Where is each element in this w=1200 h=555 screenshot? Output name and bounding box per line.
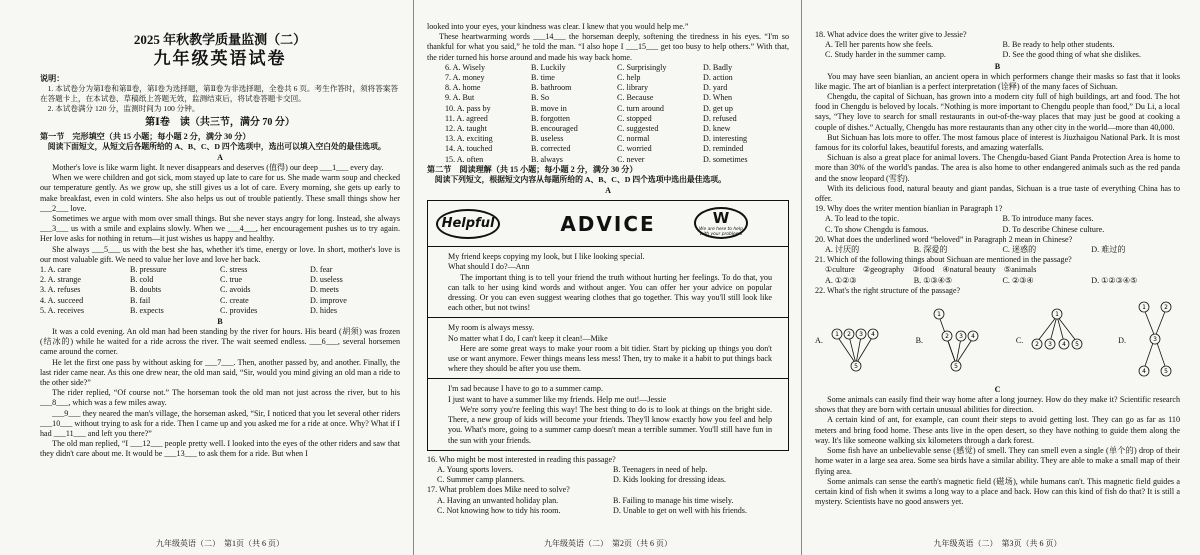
option: 6. A. Wisely <box>445 62 485 72</box>
letter-line: My friend keeps copying my look, but I like looking special. <box>448 252 645 262</box>
advice-title: ADVICE <box>560 211 656 236</box>
option: B. always <box>531 154 563 164</box>
option: 8. A. home <box>445 83 481 93</box>
node-label: 3 <box>1048 341 1053 349</box>
question-stem: 17. What problem does Mike need to solve? <box>427 485 570 495</box>
notes-heading: 说明： <box>40 74 65 83</box>
option: B. forgotten <box>531 113 570 123</box>
option: D. improve <box>310 295 347 305</box>
node-label: 1 <box>1055 311 1060 319</box>
passage-letter: B <box>994 61 1001 71</box>
page-2 <box>427 0 789 555</box>
option: D. hides <box>310 305 337 315</box>
option: 9. A. But <box>445 93 475 103</box>
section-heading: 第Ⅰ卷 读（共三节，满分 70 分） <box>145 116 295 128</box>
node-label: 2 <box>1164 304 1168 312</box>
option: D. reminded <box>703 144 744 154</box>
question-options <box>815 245 1180 255</box>
option: C. normal <box>617 134 650 144</box>
passage-paragraph: Some animals can easily find their way home after a long journey. How do they make it? Scientific research shows that they are born with certain unusual abilities for direction. <box>815 395 1180 415</box>
node-label: 1 <box>1142 304 1146 312</box>
structure-diagram-b <box>927 306 985 376</box>
option: C. stress <box>220 265 248 275</box>
option-label: B. <box>915 335 924 345</box>
node-label: 1 <box>834 331 839 339</box>
page-footer: 九年级英语（二） 第2页（共 6 页） <box>544 538 672 548</box>
option-label: D. <box>1118 335 1126 345</box>
page-footer: 九年级英语（二） 第3页（共 6 页） <box>933 538 1062 548</box>
structure-option-a <box>815 300 885 382</box>
question-items: ①culture ②geography ③food ④natural beauty ⑤animals <box>825 265 1037 275</box>
note-item: 2. 本试卷满分 120 分，监测时间为 100 分钟。 <box>47 103 200 113</box>
node-label: 3 <box>858 331 863 339</box>
option: A. Having an unwanted holiday plan. <box>437 495 559 505</box>
passage-paragraph: He let the first one pass by without asking for ___7___. Then, another passed by, and another. Finally, the last rider came near. As this one drew near, the old man said, “Sir, would you mind giving an old man a ride to the other side?” <box>40 357 400 388</box>
option: C. turn around <box>617 103 664 113</box>
option: D. Kids looking for dressing ideas. <box>613 475 727 485</box>
option: D. Unable to get on well with his friends. <box>613 505 747 515</box>
passage-paragraph: looked into your eyes, your kindness was clear. I knew that you would help me.” <box>427 22 689 31</box>
option: C. Study harder in the summer camp. <box>825 50 946 60</box>
option: D. interesting <box>703 134 748 144</box>
option: D. useless <box>310 275 343 285</box>
node-label: 5 <box>853 363 858 371</box>
question-options <box>427 496 789 516</box>
passage-paragraph: It was a cold evening. An old man had been standing by the river for hours. His beard (胡须) was frozen (结冰的) while he waited for a ride across the river. The wait seemed endless. ___6___, several horsemen came around the corner. <box>40 327 400 357</box>
option: D. refused <box>703 113 737 123</box>
question-options <box>427 465 789 485</box>
option: D. fear <box>310 265 333 275</box>
letter-reply: The important thing is to tell your friend the truth without hurting her feelings. To do that, you can talk to her using kind words and without anger. You can offer her your advice on popular dressing. Or you can even suggest wearing clothes that go together. This way you'll still look like each other, but not twins! <box>448 272 772 313</box>
part-heading: 第二节 阅读理解（共 15 小题；每小题 2 分，满分 30 分） <box>427 164 638 174</box>
option: C. true <box>220 275 243 285</box>
question-stem: 22. What's the right structure of the passage? <box>815 285 961 295</box>
option: C. worried <box>617 144 652 154</box>
passage-paragraph: Sichuan is also a great place for animal lovers. The Chengdu-based Giant Panda Protection Area is home to more than 30% of the world's pandas. The area is also home to other endangered animals such as the red panda and the snow leopard (雪豹). <box>815 153 1180 183</box>
option: C. never <box>617 154 645 164</box>
advice-header <box>428 201 788 247</box>
exam-title: 2025 年秋教学质量监测（二） <box>133 32 307 47</box>
option: B. corrected <box>531 144 571 154</box>
passage-paragraph: A certain kind of ant, for example, can count their steps to avoid getting lost. They can go as far as 110 meters and bring food home. These ants live in the open desert, so they have nothing to guide them along the way. It's like someone walking six kilometers through a dark forest. <box>815 415 1180 445</box>
option: A. Young sports lovers. <box>437 464 514 474</box>
node-label: 3 <box>1153 336 1157 344</box>
node-label: 4 <box>870 331 875 339</box>
page-divider <box>801 0 802 555</box>
option: C. To show Chengdu is famous. <box>825 224 929 234</box>
node-label: 5 <box>1164 368 1168 376</box>
question-options <box>815 276 1180 286</box>
letter-line: I'm sad because I have to go to a summer camp. <box>448 384 603 394</box>
option: D. yard <box>703 83 728 93</box>
option: D. See the good thing of what she dislikes. <box>1002 50 1141 60</box>
option: B. useless <box>531 134 564 144</box>
option: 11. A. agreed <box>445 113 488 123</box>
option: 15. A. often <box>445 154 484 164</box>
question-options <box>815 40 1180 60</box>
question-stem: 19. Why does the writer mention bianlian in Paragraph 1? <box>815 204 1003 214</box>
w-badge-tagline: We are here to help with your problems <box>699 227 743 238</box>
node-label: 2 <box>945 333 950 341</box>
option: D. action <box>703 73 733 83</box>
passage-paragraph: ___9___ they neared the man's village, the horseman asked, “Sir, I noticed that you let several other riders ___10___ without trying to ask for a ride. Then I came up and you asked me for a ride at once. Why? What if I had ___11___ and left you there?” <box>40 408 400 439</box>
letter-line: No matter what I do, I can't keep it clean!—Mike <box>448 333 608 343</box>
option: C. Summer camp planners. <box>437 475 525 485</box>
node-label: 2 <box>846 331 851 339</box>
passage-paragraph: With its delicious food, natural beauty and giant pandas, Sichuan is a true taste of everything China has to offer. <box>815 183 1180 204</box>
question-stem: 21. Which of the following things about Sichuan are mentioned in the passage? <box>815 255 1072 265</box>
advice-letter <box>428 318 788 379</box>
passage-paragraph: When we were children and got sick, mom stayed up late to care for us. She made warm soup and checked our temperature gently. As we grow up, she still gives us a lot of care. Every morning, she gets up early to make breakfast, even in cold winters. She also helps us out of trouble patiently. These small things show her ___2___ love. <box>40 173 400 213</box>
option: A. ①②③ <box>825 275 857 285</box>
page-3 <box>815 0 1180 555</box>
option: B. Teenagers in need of help. <box>613 464 708 474</box>
page-divider <box>413 0 414 555</box>
option: A. 讨厌的 <box>825 245 860 255</box>
note-item: 1. 本试卷分为第Ⅰ卷和第Ⅱ卷，第Ⅰ卷为选择题，第Ⅱ卷为非选择题，全卷共 6 页。考生作答时，须将答案答在答题卡上，在本试卷、草稿纸上答题无效，监测结束后，将试卷答题卡交回。 <box>40 84 399 103</box>
option: B. To introduce many faces. <box>1002 214 1094 224</box>
option: C. Because <box>617 93 654 103</box>
option: 7. A. money <box>445 73 485 83</box>
option: B. fail <box>130 295 151 305</box>
option: 14. A. touched <box>445 144 493 154</box>
option: C. Surprisingly <box>617 62 667 72</box>
option-label: C. <box>1015 335 1024 345</box>
node-label: 1 <box>937 311 942 319</box>
option: 2. A. strange <box>40 275 81 285</box>
w-badge-letter: W <box>712 209 730 228</box>
option: D. 难过的 <box>1091 245 1126 255</box>
passage-letter: A <box>217 153 223 162</box>
letter-line: My room is always messy. <box>448 323 535 333</box>
option: C. avoids <box>220 285 251 295</box>
option: D. To describe Chinese culture. <box>1002 224 1105 234</box>
option: B. doubts <box>130 285 162 295</box>
structure-diagram-d <box>1130 301 1180 381</box>
option: B. move in <box>531 103 567 113</box>
passage-paragraph: The rider replied, “Of course not.” The horseman took the old man not just across the river, but to his ___8___, which was a few miles away. <box>40 388 400 408</box>
option: D. Badly <box>703 62 733 72</box>
letter-reply: We're sorry you're feeling this way! The best thing to do is to look at things on the bright side. There, a new group of kids will become your friends. They'll know exactly how you feel and help you. What's more, going to a summer camp doesn't mean a terrible summer. You'll still have fun in the sun with your friends. <box>448 404 772 445</box>
passage-letter: C <box>994 385 1001 395</box>
option: D. knew <box>703 124 731 134</box>
option: 13. A. exciting <box>445 134 493 144</box>
option: D. get up <box>703 103 733 113</box>
advice-letter <box>428 247 788 318</box>
option-label: A. <box>815 335 823 345</box>
passage-paragraph: Chengdu, the capital of Sichuan, has grown into a modern city full of high buildings, art and food. The hot food in Chengdu is beloved by locals. “Nothing is more important to Chengdu people than food,” Du Li, a local says, “They love to search for small restaurants in out-of-the-way places that may just be good at cooking a couple of dishes.” Actually, Chengdu has more restaurants than any other city in the world—more than 40,000. <box>815 92 1180 132</box>
option: A. Tell her parents how she feels. <box>825 40 934 50</box>
option: C. suggested <box>617 124 659 134</box>
option: B. So <box>531 93 549 103</box>
structure-diagram-c <box>1027 306 1087 376</box>
structure-diagram-a <box>827 306 885 376</box>
option: C. provides <box>220 305 258 315</box>
node-label: 4 <box>1062 341 1067 349</box>
option: B. cold <box>130 275 154 285</box>
structure-option-c <box>1016 300 1087 382</box>
option: D. sometimes <box>703 154 748 164</box>
exam-subtitle: 九年级英语试卷 <box>153 49 287 68</box>
option: D. meets <box>310 285 339 295</box>
question-options <box>815 214 1180 234</box>
structure-option-d <box>1118 300 1180 382</box>
options-grid <box>427 63 789 165</box>
option: 1. A. care <box>40 265 72 275</box>
passage-paragraph: These heartwarming words ___14___ the horseman deeply, softening the tiredness in his eyes. “I'm so thankful for what you said,” he told the man. “I also hope I ___15___ get too busy to help others.” With that, the rider turned his horse around and made his way back home. <box>427 32 789 62</box>
advice-box <box>427 200 789 450</box>
option: B. pressure <box>130 265 167 275</box>
w-speech-bubble-icon <box>694 207 748 239</box>
letter-reply: Here are some great ways to make your room a bit tidier. Start by picking up things you don't use or want anymore. Fewer things means less mess! Then, try to make it a habit to put things back where they should be after you use them. <box>448 343 772 374</box>
passage-paragraph: The old man replied, “I ___12___ people pretty well. I looked into the eyes of the other riders and saw that they didn't care about me. It would be ___13___ to ask them for a ride. But when I <box>40 439 400 459</box>
option: B. expects <box>130 305 164 315</box>
node-label: 5 <box>954 363 959 371</box>
question-stem: 16. Who might be most interested in reading this passage? <box>427 454 616 464</box>
option: C. stopped <box>617 113 652 123</box>
part-directions: 阅读下列短文，根据短文内容从每题所给的 A、B、C、D 四个选项中选出最佳选项。 <box>434 175 726 185</box>
option: C. help <box>617 73 641 83</box>
option: B. encouraged <box>531 124 578 134</box>
option: C. ②③④ <box>1002 275 1034 285</box>
option: B. Be ready to help other students. <box>1002 40 1115 50</box>
advice-letter <box>428 379 788 449</box>
letter-line: I just want to have a summer like my friends. Help me out!—Jessie <box>448 394 667 404</box>
question-stem: 20. What does the underlined word “beloved” in Paragraph 2 mean in Chinese? <box>815 234 1073 244</box>
option: 3. A. refuses <box>40 285 81 295</box>
option: B. time <box>531 73 555 83</box>
passage-paragraph: Some fish have an unbelievable sense (感觉) of smell. They can smell even a single (单个的) drop of their home water in a large sea area. Some sea birds have a similar ability. They are able to make a small map of their flying area. <box>815 446 1180 476</box>
option: B. 深爱的 <box>913 245 948 255</box>
option: 12. A. taught <box>445 124 487 134</box>
option: D. ①②③④⑤ <box>1091 275 1138 285</box>
passage-letter: B <box>217 317 223 327</box>
part-directions: 阅读下面短文，从短文后各题所给的 A、B、C、D 四个选项中，选出可以填入空白处的最佳选项。 <box>47 141 386 151</box>
node-label: 4 <box>1142 368 1146 376</box>
page-1 <box>40 0 400 555</box>
option: B. Luckily <box>531 62 566 72</box>
question-stem: 18. What advice does the writer give to Jessie? <box>815 30 967 39</box>
passage-paragraph: Sometimes we argue with mom over small things. But she never stays angry for long. Instead, she always ___3___ us with a smile and explains slowly. When we ___4___, her encouragement pushes us to try again. Her love asks for nothing in return—it just wishes us happy and healthy. <box>40 214 400 244</box>
option: 4. A. succeed <box>40 295 84 305</box>
helpful-badge: Helpful <box>436 209 500 239</box>
node-label: 5 <box>1075 341 1080 349</box>
node-label: 4 <box>971 333 976 341</box>
option: 5. A. receives <box>40 305 85 315</box>
option: B. Failing to manage his time wisely. <box>613 495 734 505</box>
passage-paragraph: You may have seen bianlian, an ancient opera in which performers change their masks so fast that it looks like magic. The art of bianlian is a perfect interpretation (诠释) of the many faces of Sichuan. <box>815 71 1180 91</box>
structure-option-b <box>916 300 985 382</box>
structure-diagrams <box>815 300 1180 382</box>
option: C. create <box>220 295 249 305</box>
page-footer: 九年级英语（二） 第1页（共 6 页） <box>156 538 284 548</box>
passage-letter: A <box>605 186 611 196</box>
option: D. When <box>703 93 733 103</box>
option: C. Not knowing how to tidy his room. <box>437 505 561 515</box>
option: B. bathroom <box>531 83 572 93</box>
part-heading: 第一节 完形填空（共 15 小题；每小题 2 分，满分 30 分） <box>40 131 251 141</box>
option: C. 迷惑的 <box>1002 245 1037 255</box>
node-label: 2 <box>1035 341 1040 349</box>
passage-paragraph: Mother's love is like warm light. It never disappears and deserves (值得) our deep ___1___ every day. <box>52 163 384 172</box>
passage-paragraph: Some animals can sense the earth's magnetic field (磁场), while humans can't. This magnetic field guides a certain kind of fish when it swims a long way to a place and back. How can this kind of fish do that? It is still a mystery. Scientists have no good answers yet. <box>815 476 1180 507</box>
option: 10. A. pass by <box>445 103 491 113</box>
option: B. ①③④⑤ <box>913 275 953 285</box>
option: A. To lead to the topic. <box>825 214 900 224</box>
option: C. library <box>617 83 649 93</box>
node-label: 3 <box>959 333 964 341</box>
passage-paragraph: She always ___5___ us with the best she has, whether it's time, energy or love. In short, mother's love is our most valuable gift. We need to value her love and love her back. <box>40 244 400 264</box>
passage-paragraph: But Sichuan has lots more to offer. The most famous place of interest is Jiuzhaigou National Park. It is most famous for its colorful lakes, beautiful forests, and amazing waterfalls. <box>815 132 1180 153</box>
options-grid <box>40 265 400 316</box>
letter-line: What should I do?—Ann <box>448 262 530 272</box>
